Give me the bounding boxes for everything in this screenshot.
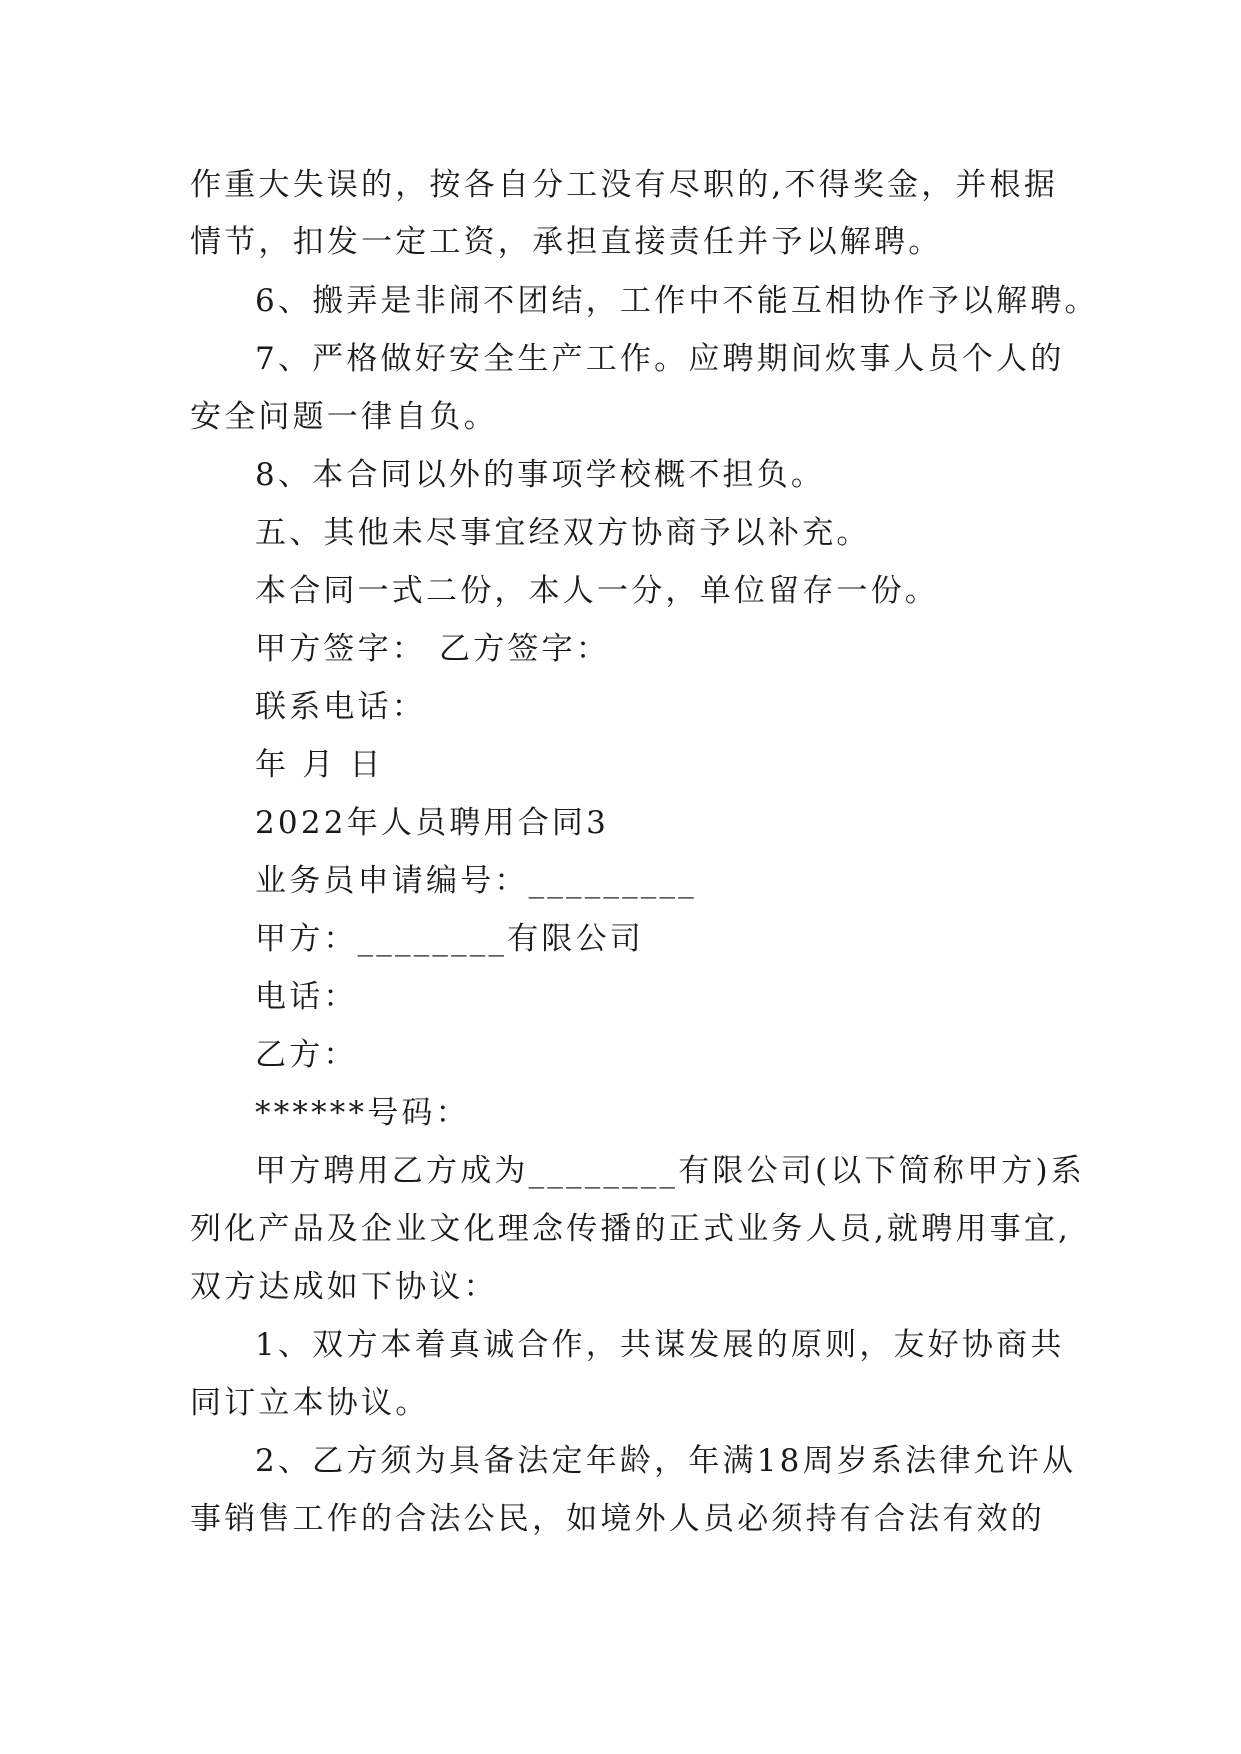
paragraph-line: 6、搬弄是非闹不团结，工作中不能互相协作予以解聘。 [255, 283, 1099, 319]
id-number-line: ******号码： [255, 1095, 470, 1131]
paragraph-line: 1、双方本着真诚合作，共谋发展的原则，友好协商共 [255, 1327, 1065, 1363]
contact-phone-line: 联系电话： [255, 689, 426, 725]
paragraph-line: 情节，扣发一定工资，承担直接责任并予以解聘。 [190, 224, 943, 260]
paragraph-line: 7、严格做好安全生产工作。应聘期间炊事人员个人的 [255, 341, 1065, 377]
paragraph-line: 作重大失误的，按各自分工没有尽职的,不得奖金，并根据 [190, 167, 1059, 203]
party-a-line: 甲方：________有限公司 [255, 921, 644, 957]
paragraph-line: 安全问题一律自负。 [190, 399, 498, 435]
contract-title: 2022年人员聘用合同3 [255, 805, 610, 841]
phone-line: 电话： [255, 979, 358, 1015]
paragraph-line: 双方达成如下协议： [190, 1269, 498, 1305]
paragraph-line: 8、本合同以外的事项学校概不担负。 [255, 457, 826, 493]
paragraph-line: 事销售工作的合法公民，如境外人员必须持有合法有效的 [190, 1501, 1045, 1537]
paragraph-line: 2、乙方须为具备法定年龄，年满18周岁系法律允许从 [255, 1443, 1077, 1479]
signature-line: 甲方签字： 乙方签字： [255, 631, 611, 667]
paragraph-line: 本合同一式二份，本人一分，单位留存一份。 [255, 573, 939, 609]
paragraph-line: 同订立本协议。 [190, 1385, 430, 1421]
party-b-line: 乙方： [255, 1037, 358, 1073]
application-number-line: 业务员申请编号：_________ [255, 863, 697, 899]
paragraph-line: 甲方聘用乙方成为________有限公司(以下简称甲方)系 [255, 1153, 1085, 1189]
paragraph-line: 五、其他未尽事宜经双方协商予以补充。 [255, 515, 871, 551]
date-line: 年 月 日 [255, 747, 384, 783]
paragraph-line: 列化产品及企业文化理念传播的正式业务人员,就聘用事宜, [190, 1211, 1072, 1247]
